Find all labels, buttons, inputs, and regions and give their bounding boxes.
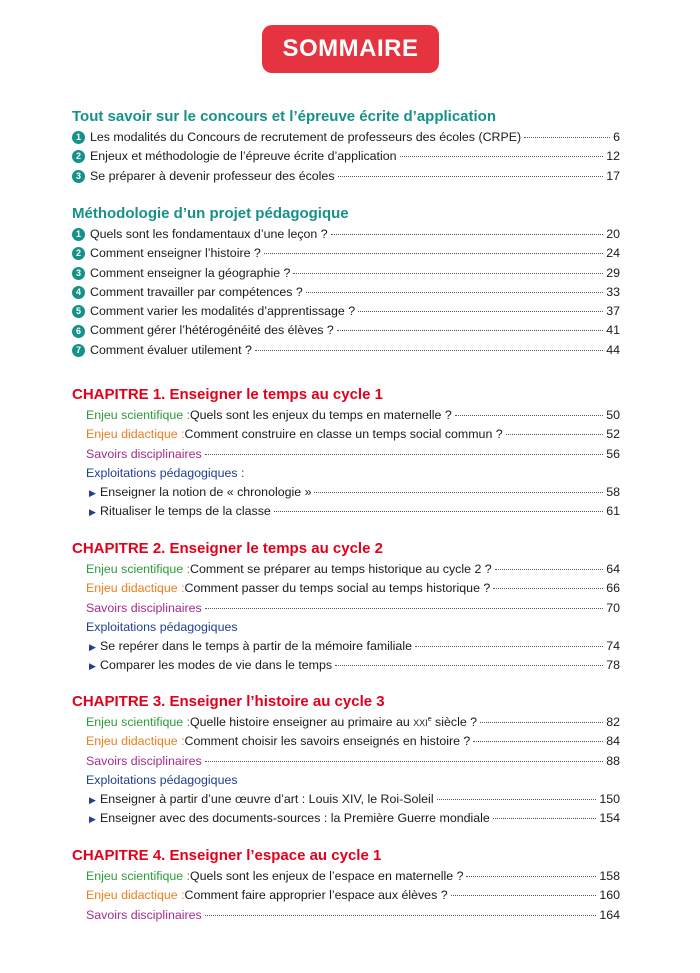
section-heading: Tout savoir sur le concours et l’épreuve écrite d’application	[72, 108, 497, 125]
toc-entry[interactable]	[72, 225, 620, 244]
toc-entry[interactable]	[72, 128, 620, 147]
dot-leader	[337, 330, 603, 331]
toc-entry[interactable]	[72, 713, 620, 732]
entry-text: Comment gérer l’hétérogénéité des élèves ?	[90, 323, 334, 338]
entry-text: Comment se préparer au temps historique au cycle 2 ?	[190, 562, 492, 576]
savoirs-label: Savoirs disciplinaires	[86, 446, 202, 461]
toc-entry[interactable]	[72, 445, 620, 464]
dot-leader	[437, 799, 597, 800]
page-number: 70	[606, 600, 620, 615]
entry-text: Les modalités du Concours de recrutement de professeurs des écoles (CRPE)	[90, 130, 522, 144]
entry-text: Comment travailler par compétences ?	[90, 284, 303, 299]
entry-text: Comment choisir les savoirs enseignés en histoire ?	[184, 734, 471, 749]
entry-text: Enseigner la notion de « chronologie »	[100, 485, 312, 500]
savoirs-label: Savoirs disciplinaires	[86, 600, 202, 615]
century-suffix: e	[427, 715, 432, 723]
section-heading: Méthodologie d’un projet pédagogique	[72, 205, 349, 222]
exploitations-heading	[72, 464, 620, 483]
savoirs-label: Savoirs disciplinaires	[86, 907, 202, 922]
arrow-right-icon: ▶	[89, 795, 96, 806]
exploitations-label: Exploitations pédagogiques	[86, 772, 238, 787]
page-number: 56	[606, 446, 620, 461]
enjeu-didactique-label: Enjeu didactique :	[86, 888, 185, 903]
dot-leader	[314, 492, 603, 493]
page-title: SOMMAIRE	[262, 25, 439, 73]
dot-leader	[274, 511, 603, 512]
entry-text: Comment passer du temps social au temps historique ?	[184, 581, 491, 596]
toc-entry[interactable]	[72, 560, 620, 579]
dot-leader	[205, 454, 604, 455]
entry-text: Quels sont les fondamentaux d’une leçon ?	[90, 227, 328, 241]
dot-leader	[358, 311, 603, 312]
entry-text: Enseigner avec des documents-sources : la Première Guerre mondiale	[100, 811, 490, 826]
toc-entry[interactable]	[72, 579, 620, 598]
page-number: 50	[606, 408, 620, 422]
arrow-right-icon: ▶	[89, 642, 96, 653]
page-number: 52	[606, 427, 620, 442]
chapter-2	[72, 538, 620, 676]
chapter-1	[72, 384, 620, 522]
toc-entry[interactable]	[72, 321, 620, 340]
dot-leader	[493, 818, 597, 819]
page-number: 158	[599, 869, 620, 883]
number-badge: 2	[72, 150, 85, 163]
enjeu-didactique-label: Enjeu didactique :	[86, 581, 185, 596]
enjeu-scientifique-label: Enjeu scientifique :	[86, 715, 191, 729]
century-numeral: XXI	[413, 718, 428, 728]
page-number: 24	[606, 246, 620, 261]
dot-leader	[205, 915, 597, 916]
dot-leader	[338, 176, 604, 177]
dot-leader	[451, 895, 597, 896]
toc-entry[interactable]	[72, 406, 620, 425]
section-methodologie	[72, 203, 620, 360]
chapter-heading: CHAPITRE 3. Enseigner l’histoire au cycle 3	[72, 693, 385, 710]
exploitations-label: Exploitations pédagogiques	[86, 619, 238, 634]
toc-entry[interactable]	[72, 906, 620, 925]
toc-entry[interactable]	[72, 264, 620, 283]
toc-entry[interactable]	[72, 752, 620, 771]
dot-leader	[466, 876, 596, 877]
toc-entry[interactable]	[72, 483, 620, 502]
number-badge: 1	[72, 228, 85, 241]
toc-entry[interactable]	[72, 341, 620, 360]
page-number: 33	[606, 284, 620, 299]
chapter-heading: CHAPITRE 4. Enseigner l’espace au cycle 1	[72, 847, 382, 864]
page-number: 58	[606, 485, 620, 500]
dot-leader	[255, 350, 603, 351]
entry-text: Quels sont les enjeux de l’espace en maternelle ?	[190, 869, 464, 883]
section-concours	[72, 106, 620, 186]
entry-text: Comment enseigner la géographie ?	[90, 265, 291, 280]
enjeu-didactique-label: Enjeu didactique :	[86, 734, 185, 749]
toc-entry[interactable]	[72, 599, 620, 618]
toc-entry[interactable]	[72, 425, 620, 444]
entry-text: Se préparer à devenir professeur des écoles	[90, 168, 335, 183]
chapter-heading: CHAPITRE 1. Enseigner le temps au cycle 1	[72, 386, 383, 403]
number-badge: 2	[72, 247, 85, 260]
exploitations-heading	[72, 618, 620, 637]
entry-text: Comment faire approprier l’espace aux élèves ?	[184, 888, 448, 903]
entry-text-part: siècle ?	[431, 715, 478, 729]
entry-text: Comment évaluer utilement ?	[90, 342, 252, 357]
number-badge: 6	[72, 325, 85, 338]
page-number: 44	[606, 342, 620, 357]
page-number: 66	[606, 581, 620, 596]
chapter-heading: CHAPITRE 2. Enseigner le temps au cycle 2	[72, 540, 383, 557]
number-badge: 5	[72, 305, 85, 318]
page-number: 20	[606, 227, 620, 241]
page-number: 78	[606, 658, 620, 673]
arrow-right-icon: ▶	[89, 814, 96, 825]
page-number: 154	[599, 811, 620, 826]
toc-entry[interactable]	[72, 732, 620, 751]
toc-entry[interactable]	[72, 790, 620, 809]
dot-leader	[493, 588, 603, 589]
enjeu-scientifique-label: Enjeu scientifique :	[86, 408, 191, 422]
enjeu-scientifique-label: Enjeu scientifique :	[86, 869, 191, 883]
dot-leader	[524, 137, 610, 138]
entry-text: Comment construire en classe un temps social commun ?	[184, 427, 503, 442]
dot-leader	[331, 234, 604, 235]
number-badge: 1	[72, 131, 85, 144]
dot-leader	[495, 569, 604, 570]
dot-leader	[264, 253, 603, 254]
toc-entry[interactable]	[72, 809, 620, 828]
dot-leader	[335, 665, 603, 666]
toc-entry[interactable]	[72, 167, 620, 186]
dot-leader	[205, 761, 604, 762]
number-badge: 7	[72, 344, 85, 357]
dot-leader	[455, 415, 603, 416]
chapter-3	[72, 691, 620, 829]
dot-leader	[473, 741, 603, 742]
page-number: 29	[606, 265, 620, 280]
entry-text: Quels sont les enjeux du temps en maternelle ?	[190, 408, 452, 422]
number-badge: 4	[72, 286, 85, 299]
number-badge: 3	[72, 170, 85, 183]
page-number: 37	[606, 304, 620, 319]
number-badge: 3	[72, 267, 85, 280]
entry-text: Comment varier les modalités d’apprentissage ?	[90, 304, 356, 319]
dot-leader	[293, 273, 603, 274]
toc-entry[interactable]	[72, 637, 620, 656]
entry-text: Se repérer dans le temps à partir de la mémoire familiale	[100, 639, 412, 654]
page-number: 74	[606, 639, 620, 654]
exploitations-label: Exploitations pédagogiques :	[86, 465, 245, 480]
page-number: 150	[599, 792, 620, 807]
entry-text	[190, 713, 477, 733]
page-number: 41	[606, 323, 620, 338]
page-number: 12	[606, 149, 620, 164]
page-number: 17	[606, 168, 620, 183]
arrow-right-icon: ▶	[89, 507, 96, 518]
toc-entry[interactable]	[72, 283, 620, 302]
arrow-right-icon: ▶	[89, 661, 96, 672]
chapter-4	[72, 845, 620, 925]
page-number: 164	[599, 907, 620, 922]
enjeu-didactique-label: Enjeu didactique :	[86, 427, 185, 442]
savoirs-label: Savoirs disciplinaires	[86, 753, 202, 768]
toc-entry[interactable]	[72, 302, 620, 321]
page-number: 84	[606, 734, 620, 749]
dot-leader	[506, 434, 604, 435]
dot-leader	[306, 292, 603, 293]
page-number: 61	[606, 504, 620, 519]
exploitations-heading	[72, 771, 620, 790]
dot-leader	[415, 646, 603, 647]
toc-entry[interactable]	[72, 502, 620, 521]
toc-entry[interactable]	[72, 147, 620, 166]
dot-leader	[205, 608, 604, 609]
dot-leader	[400, 156, 604, 157]
entry-text: Enseigner à partir d’une œuvre d’art : Louis XIV, le Roi-Soleil	[100, 792, 434, 807]
entry-text: Comment enseigner l’histoire ?	[90, 246, 261, 261]
toc-entry[interactable]	[72, 244, 620, 263]
arrow-right-icon: ▶	[89, 488, 96, 499]
page-number: 6	[613, 130, 620, 144]
entry-text: Enjeux et méthodologie de l’épreuve écrite d’application	[90, 149, 397, 164]
entry-text: Ritualiser le temps de la classe	[100, 504, 271, 519]
page-number: 64	[606, 562, 620, 576]
dot-leader	[480, 722, 603, 723]
page-number: 88	[606, 753, 620, 768]
toc-entry[interactable]	[72, 656, 620, 675]
enjeu-scientifique-label: Enjeu scientifique :	[86, 562, 191, 576]
page-number: 160	[599, 888, 620, 903]
entry-text: Comparer les modes de vie dans le temps	[100, 658, 333, 673]
toc-entry[interactable]	[72, 886, 620, 905]
toc-entry[interactable]	[72, 867, 620, 886]
page-number: 82	[606, 715, 620, 729]
entry-text-part: Quelle histoire enseigner au primaire au	[190, 715, 414, 729]
